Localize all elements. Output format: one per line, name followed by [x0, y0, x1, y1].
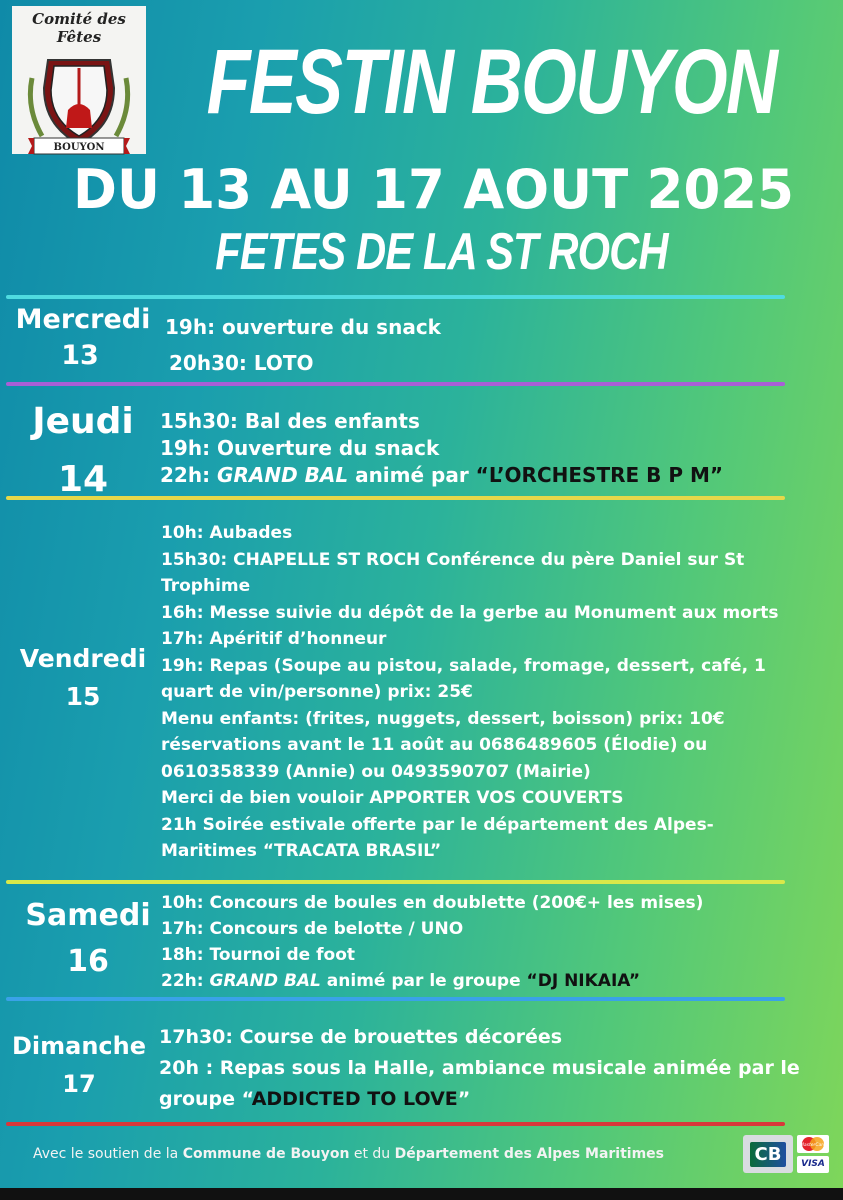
events-mercredi — [165, 309, 441, 381]
event-item: 17h: Apéritif d’honneur — [161, 629, 387, 649]
visa-icon: VISA — [797, 1156, 829, 1173]
event-item: 10h: Concours de boules en doublette (200€+ les mises) — [161, 893, 704, 913]
mastercard-icon — [797, 1135, 829, 1153]
event-item: groupe “ADDICTED TO LOVE” — [159, 1088, 471, 1110]
event-item: 19h: Repas (Soupe au pistou, salade, fromage, dessert, café, 1 — [161, 655, 766, 676]
logo-banner: BOUYON — [53, 142, 105, 153]
day-name: Jeudi — [32, 401, 134, 442]
event-item: 15h30: CHAPELLE ST ROCH Conférence du père Daniel sur St — [161, 549, 745, 570]
events-samedi — [161, 890, 703, 994]
event-item: 19h: Ouverture du snack — [160, 436, 440, 460]
event-item: Trophime — [161, 576, 251, 596]
cb-card-icon: CB — [743, 1135, 793, 1173]
logo-text: Comité des Fêtes — [32, 10, 126, 46]
events-vendredi — [161, 520, 779, 865]
event-item: 20h30: LOTO — [169, 351, 314, 375]
events-jeudi — [160, 408, 723, 489]
day-name: Dimanche — [11, 1032, 147, 1060]
event-item: 0610358339 (Annie) ou 0493590707 (Mairie) — [161, 761, 591, 782]
event-item: 15h30: Bal des enfants — [160, 409, 420, 433]
event-item: 21h Soirée estivale offerte par le département des Alpes- — [161, 814, 714, 835]
day-number: 13 — [61, 340, 99, 372]
bottom-bar — [0, 1188, 843, 1200]
separator-1 — [6, 295, 785, 299]
comite-logo — [12, 6, 146, 154]
crest-icon — [20, 48, 138, 160]
event-item: 17h: Concours de belotte / UNO — [161, 919, 464, 939]
day-number: 15 — [65, 682, 101, 711]
event-item: 16h: Messe suivie du dépôt de la gerbe au Monument aux morts — [161, 602, 779, 623]
day-number: 14 — [57, 459, 109, 500]
event-item: quart de vin/personne) prix: 25€ — [161, 682, 473, 702]
day-jeudi — [8, 393, 158, 509]
day-vendredi — [8, 640, 158, 716]
separator-2 — [6, 382, 785, 386]
sponsor-footer: Avec le soutien de la Commune de Bouyon et du Département des Alpes Maritimes — [33, 1146, 665, 1162]
svg-text:MasterCard: MasterCard — [800, 1143, 826, 1148]
event-item: Maritimes “TRACATA BRASIL” — [161, 841, 442, 861]
separator-4 — [6, 880, 785, 884]
day-number: 16 — [67, 944, 109, 979]
day-number: 17 — [62, 1070, 96, 1098]
event-item: 10h: Aubades — [161, 523, 293, 543]
day-name: Vendredi — [19, 644, 147, 673]
day-name: Mercredi — [15, 304, 151, 335]
event-subtitle: FETES DE LA ST ROCH — [215, 223, 668, 281]
event-item: Merci de bien vouloir APPORTER VOS COUVERTS — [161, 788, 624, 808]
day-dimanche — [4, 1027, 154, 1103]
event-item: 17h30: Course de brouettes décorées — [159, 1026, 563, 1048]
day-samedi — [8, 893, 168, 985]
event-item: 22h: GRAND BAL animé par “L’ORCHESTRE B P M” — [160, 463, 723, 487]
event-item: Menu enfants: (frites, nuggets, dessert, boisson) prix: 10€ — [161, 708, 725, 729]
separator-5 — [6, 997, 785, 1001]
separator-6 — [6, 1122, 785, 1126]
page-title: FESTIN BOUYON — [206, 31, 777, 133]
event-item: 18h: Tournoi de foot — [161, 945, 356, 965]
event-item: 20h : Repas sous la Halle, ambiance musicale animée par le — [159, 1057, 800, 1079]
event-item: réservations avant le 11 août au 0686489605 (Élodie) ou — [161, 735, 708, 755]
event-dates: DU 13 AU 17 AOUT 2025 — [73, 158, 794, 221]
event-item: 19h: ouverture du snack — [165, 315, 441, 339]
day-name: Samedi — [25, 898, 151, 933]
day-mercredi — [8, 302, 158, 375]
events-dimanche — [159, 1022, 800, 1115]
event-item: 22h: GRAND BAL animé par le groupe “DJ NIKAIA” — [161, 971, 641, 991]
